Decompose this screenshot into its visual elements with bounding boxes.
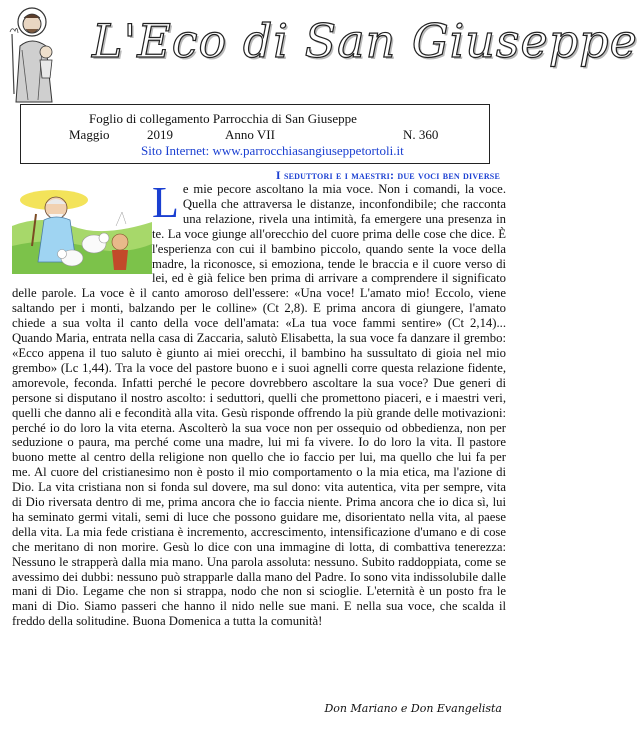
info-box (20, 104, 490, 164)
issue-month: Maggio (69, 127, 110, 142)
article-text: e mie pecore ascoltano la mia voce. Non i comandi, la voce. Quella che attraversa le distanze, inconfondibile; che racconta una relazione, rivela una intimità, fa emergere una presenza in te. La voce giunge all'orecchio del cuore prima delle cose che dice. È l'esperienza con cui il bambino piccolo, quando sente la voce della madre, la riconosce, si emoziona, tende le braccia e il cuore verso di lei, ed è già felice ben prima di arrivare a comprendere il significato delle parole. La voce è il canto amoroso dell'essere: «Una voce! L'amato mio! Eccolo, viene saltando per i monti, balzando per le colline» (Ct 2,8). E prima ancora di giungere, l'amato chiede a sua volta il canto della voce dell'amata: «La tua voce fammi sentire» (Ct 2,14)... Quando Maria, entrata nella casa di Zaccaria, salutò Elisabetta, la sua voce fa danzare il grembo: «Ecco appena il tuo saluto è giunto ai miei orecchi, il bambino ha sussultato di gioia nel mio grembo» (Lc 1,44). Tra la voce del pastore buono e i suoi agnelli corre questa relazione fidente, amorevole, feconda. Infatti perché le pecore dovrebbero ascoltare la sua voce? Due generi di persone si disputano il nostro ascolto: i seduttori, quelli che promettono piaceri, e i maestri veri, quelli che danno ali e fecondità alla vita. Gesù risponde offrendo la più grande delle motivazioni: perché io do loro la vita eterna. Ascolterò la sua voce non per ossequio od obbedienza, non per seduzione o paura, ma perché come una madre, lui mi fa vivere. Io do loro la vita. Il pastore buono mette al centro della religione non quello che io faccio per lui, ma quello che lui fa per me. Al cuore del cristianesimo non è posto il mio comportamento o la mia etica, ma l'azione di Dio. La vita cristiana non si fonda sul dovere, ma sul dono: vita autentica, vita per sempre, vita di Dio riversata dentro di me, prima ancora che io faccia niente. Prima ancora che io dica sì, lui ha seminato germi vitali, semi di luce che possono guidare me, disorientato nella vita, al paese della vita. La mia fede cristiana è incremento, accrescimento, intensificazione d'umano e di cose che meritano di non morire. Gesù lo dice con una immagine di lotta, di combattiva tenerezza: Nessuno le strapperà dalla mia mano. Una parola assoluta: nessuno. Subito raddoppiata, come se avessimo dei dubbi: nessuno può strapparle dalla mano del Padre. Io sono vita indissolubile dalle mani di Dio. Legame che non si strappa, nodo che non si scioglie. L'eternità è un posto fra le mani di Dio. Siamo passeri che hanno il nido nelle sue mani. E nella sua voce, che scalda il freddo della solitudine. Buona Domenica a tutta la comunità! (12, 182, 506, 629)
article-headline: I seduttori e i maestri: due voci ben diverse (275, 168, 500, 182)
newsletter-title: L'Eco di San Giuseppe (92, 14, 638, 68)
website-link[interactable]: Sito Internet: www.parrocchiasangiuseppetortoli.it (141, 143, 404, 158)
parish-description: Foglio di collegamento Parrocchia di San Giuseppe (89, 111, 357, 126)
article-dropcap: L (152, 178, 179, 227)
article-body (12, 178, 506, 629)
article-signature: Don Mariano e Don Evangelista (324, 702, 502, 715)
issue-number: N. 360 (403, 127, 439, 142)
saint-joseph-with-child-icon (6, 4, 62, 104)
issue-year: 2019 (147, 127, 173, 142)
issue-volume: Anno VII (225, 127, 275, 142)
